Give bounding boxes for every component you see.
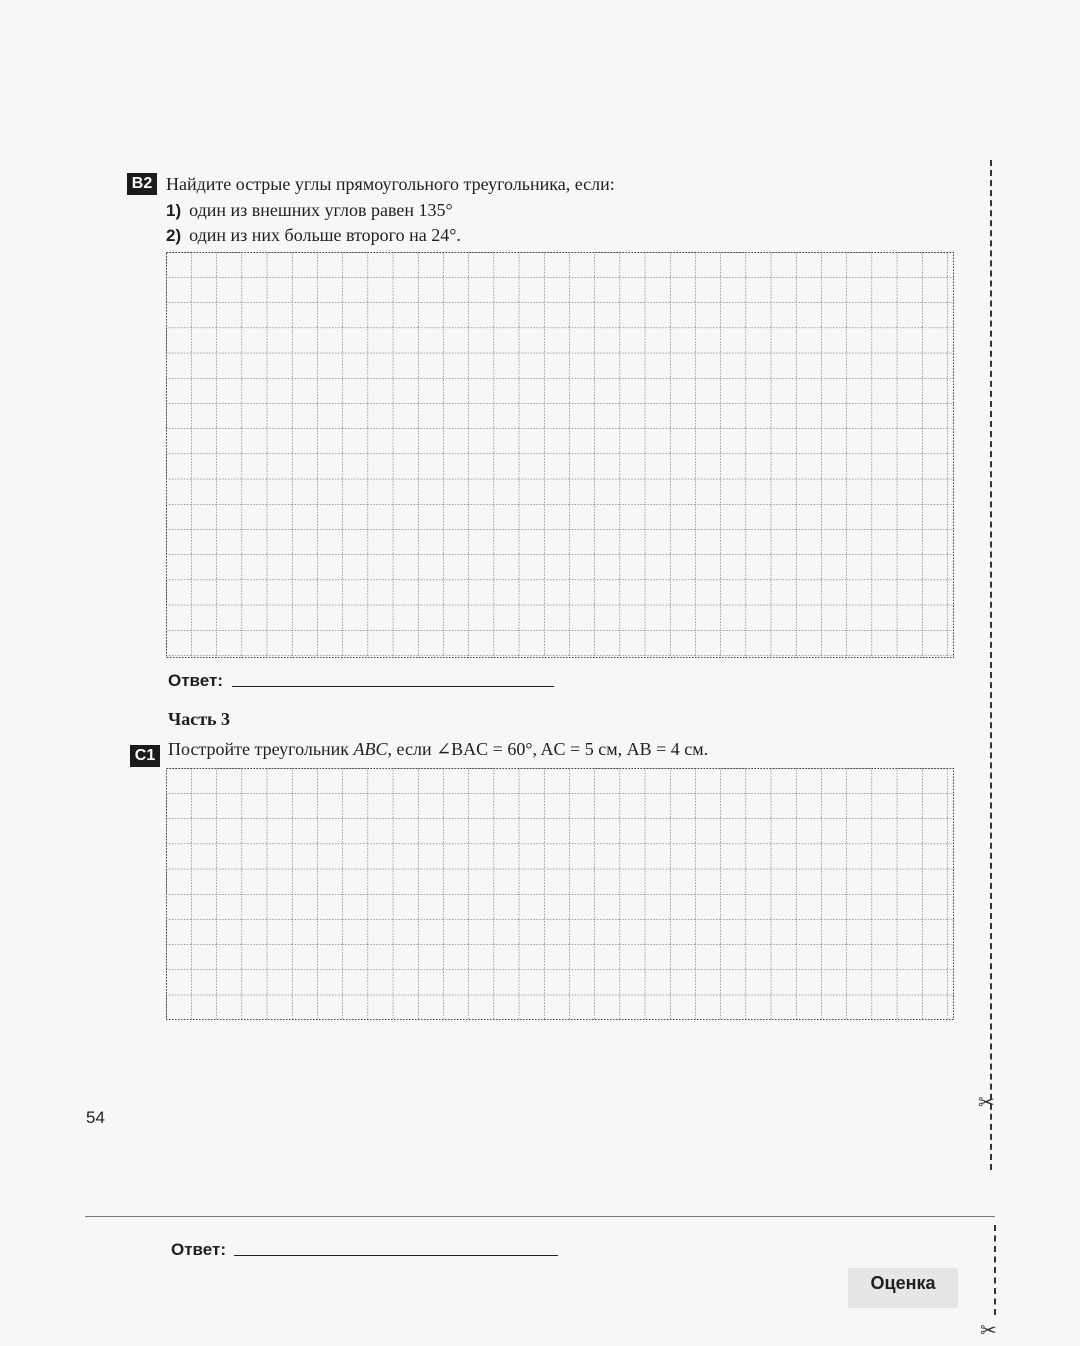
cut-line <box>990 160 992 1170</box>
triangle-name: ABC <box>353 739 388 759</box>
answer-label-bottom: Ответ: <box>171 1240 226 1259</box>
task-badge-c1: C1 <box>130 745 160 767</box>
item-number: 1) <box>166 201 182 220</box>
condition: ∠BAC = 60°, AC = 5 см, AB = 4 см. <box>436 739 709 759</box>
separator <box>85 1216 995 1217</box>
task-b2-item-1 <box>166 200 453 221</box>
item-text: один из внешних углов равен 135° <box>189 200 453 220</box>
score-box: Оценка <box>848 1268 958 1308</box>
task-c1-question <box>168 739 708 760</box>
page-number: 54 <box>86 1108 105 1127</box>
answer-line-bottom[interactable] <box>234 1255 558 1256</box>
answer-label-b2: Ответ: <box>168 671 223 690</box>
task-b2-item-2 <box>166 225 461 246</box>
task-b2-question: Найдите острые углы прямоугольного треугольника, если: <box>166 174 615 194</box>
scissors-icon: ✂ <box>980 1320 997 1342</box>
answer-line-b2[interactable] <box>232 686 554 687</box>
grid-b2[interactable] <box>166 252 954 658</box>
item-number: 2) <box>166 226 182 245</box>
question-mid: , если <box>387 739 437 759</box>
grid-c1[interactable] <box>166 768 954 1020</box>
task-badge-b2: B2 <box>127 173 157 195</box>
question-prefix: Постройте треугольник <box>168 739 354 759</box>
part-title: Часть 3 <box>168 709 231 729</box>
scissors-icon: ✂ <box>978 1092 995 1114</box>
item-text: один из них больше второго на 24°. <box>189 225 461 245</box>
cut-line-bottom <box>994 1225 996 1315</box>
